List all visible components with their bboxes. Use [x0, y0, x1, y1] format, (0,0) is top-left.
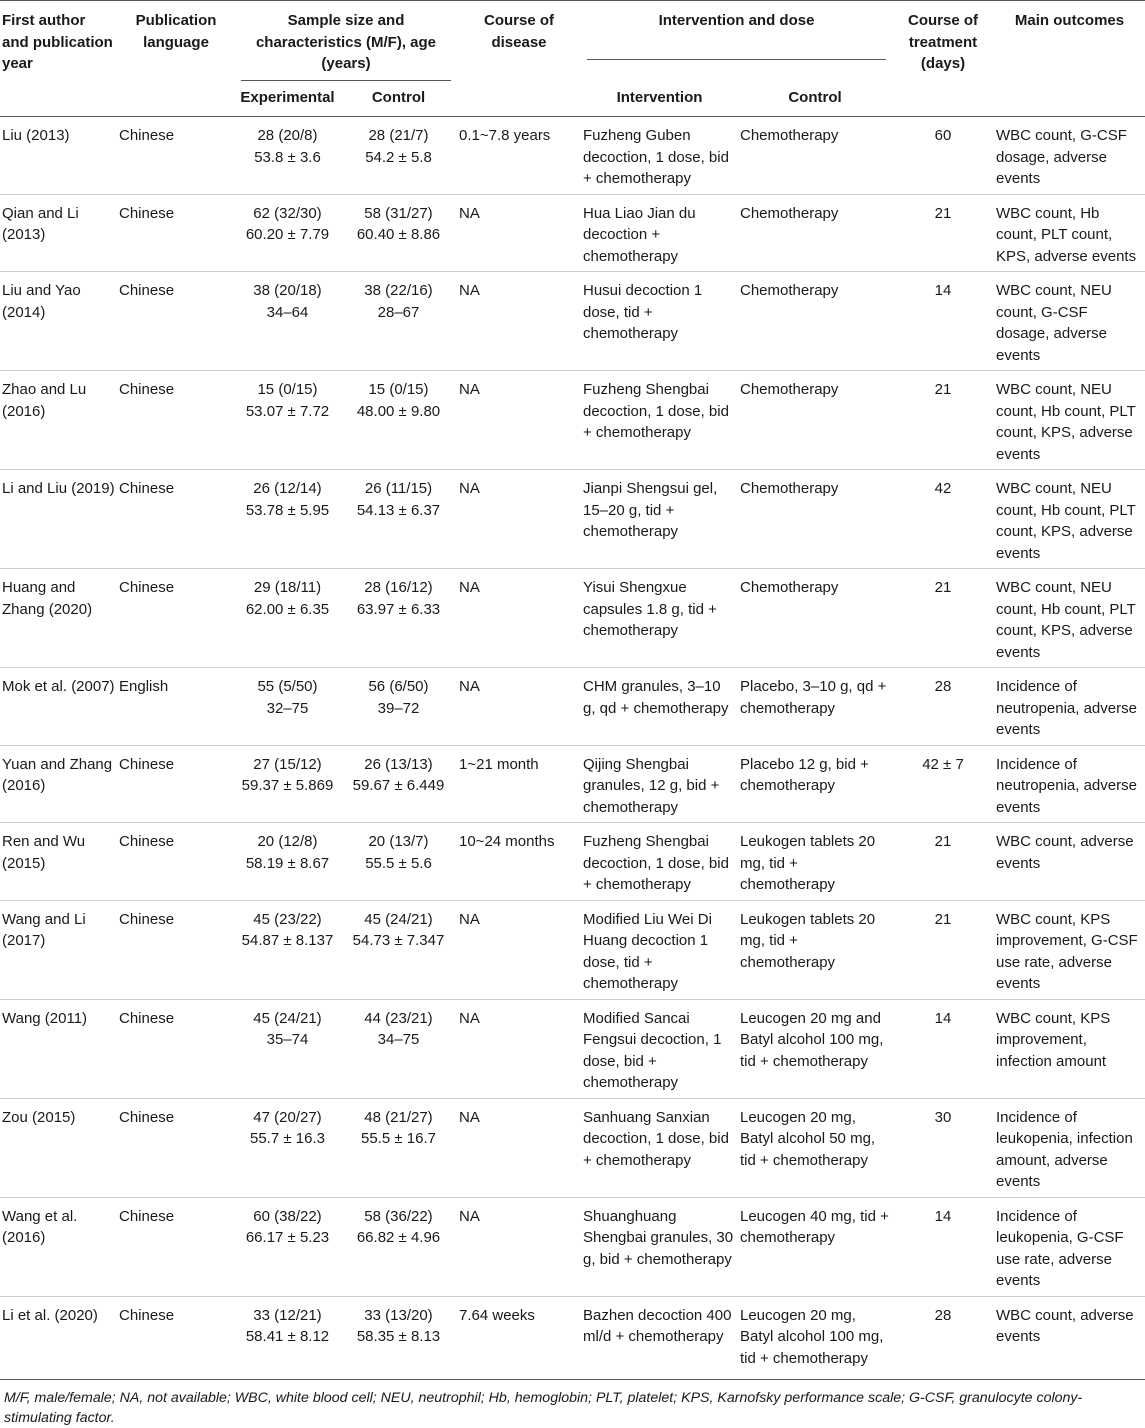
- cell-sample-experimental: [235, 371, 340, 470]
- cell-author: Liu and Yao (2014): [0, 272, 117, 371]
- table-row: [0, 569, 1145, 668]
- cell-language: Chinese: [117, 900, 235, 999]
- cell-control: Chemotherapy: [738, 272, 892, 371]
- table-row: [0, 823, 1145, 901]
- cell-sample-experimental: [235, 823, 340, 901]
- cell-sample-control-line: 26 (13/13): [364, 755, 433, 773]
- cell-sample-experimental-line: 58.41 ± 8.12: [245, 1328, 330, 1345]
- table-row: [0, 999, 1145, 1098]
- cell-intervention: CHM granules, 3–10 g, qd + chemotherapy: [581, 668, 738, 746]
- cell-sample-experimental: [235, 272, 340, 371]
- cell-sample-control: [340, 900, 457, 999]
- header-outcomes: Main outcomes: [1014, 12, 1125, 29]
- cell-intervention: Qijing Shengbai granules, 12 g, bid + chemotherapy: [581, 745, 738, 823]
- cell-sample-experimental: [235, 194, 340, 272]
- cell-sample-experimental: [235, 1296, 340, 1379]
- cell-sample-experimental: [235, 117, 340, 195]
- cell-sample-experimental-line: 60 (38/22): [253, 1207, 322, 1225]
- cell-course: NA: [457, 371, 581, 470]
- cell-sample-control: [340, 1296, 457, 1379]
- cell-sample-control-line: 20 (13/7): [368, 833, 429, 850]
- cell-sample-control-line: 56 (6/50): [368, 678, 429, 695]
- cell-author: Liu (2013): [2, 127, 70, 144]
- cell-sample-experimental-line: 34–64: [266, 303, 309, 321]
- cell-language: Chinese: [119, 127, 175, 144]
- cell-intervention: Hua Liao Jian du decoction + chemotherapy: [581, 194, 738, 272]
- cell-treatment: 21: [892, 900, 994, 999]
- cell-language: English: [117, 668, 235, 746]
- header-author: First author and publication year: [2, 12, 113, 72]
- cell-sample-control-line: 45 (24/21): [364, 910, 433, 928]
- cell-control: Leucogen 40 mg, tid + chemotherapy: [738, 1197, 892, 1296]
- cell-intervention: Modified Sancai Fengsui decoction, 1 dose, bid + chemotherapy: [581, 999, 738, 1098]
- cell-sample-experimental: [235, 999, 340, 1098]
- header-intervention: Intervention and dose: [581, 1, 892, 81]
- cell-treatment: 14: [892, 1197, 994, 1296]
- cell-intervention: Shuanghuang Shengbai granules, 30 g, bid + chemotherapy: [581, 1197, 738, 1296]
- cell-sample-experimental-line: 54.87 ± 8.137: [241, 932, 334, 949]
- header-sample: Sample size and characteristics (M/F), age (years): [235, 1, 457, 81]
- cell-sample-control: [340, 117, 457, 195]
- cell-sample-control: [340, 371, 457, 470]
- cell-sample-control: [340, 272, 457, 371]
- cell-sample-control-line: 39–72: [377, 699, 420, 717]
- cell-sample-control-line: 48 (21/27): [364, 1108, 433, 1126]
- cell-outcomes: WBC count, Hb count, PLT count, KPS, adverse events: [994, 194, 1145, 272]
- header-language: Publication language: [135, 12, 217, 51]
- header-sample-experimental: Experimental: [240, 88, 335, 106]
- cell-intervention: Yisui Shengxue capsules 1.8 g, tid + chemotherapy: [581, 569, 738, 668]
- cell-author: Qian and Li (2013): [0, 194, 117, 272]
- cell-control: Chemotherapy: [738, 470, 892, 569]
- cell-course: NA: [457, 194, 581, 272]
- cell-course: NA: [457, 900, 581, 999]
- cell-sample-control-line: 28–67: [377, 303, 420, 321]
- cell-outcomes: WBC count, KPS improvement, infection amount: [994, 999, 1145, 1098]
- cell-intervention: Fuzheng Shengbai decoction, 1 dose, bid + chemotherapy: [581, 823, 738, 901]
- cell-language: Chinese: [117, 272, 235, 371]
- table-footnote: M/F, male/female; NA, not available; WBC, white blood cell; NEU, neutrophil; Hb, hemoglobin; PLT, platelet; KPS, Karnofsky performance scale; G-CSF, granulocyte colony-stimulating factor.: [4, 1390, 1083, 1426]
- cell-course: 10~24 months: [457, 823, 581, 901]
- cell-sample-control-line: 54.73 ± 7.347: [352, 932, 445, 949]
- cell-sample-experimental-line: 27 (15/12): [253, 755, 322, 773]
- cell-sample-control-line: 28 (16/12): [364, 579, 433, 596]
- cell-sample-control-line: 60.40 ± 8.86: [356, 226, 441, 243]
- cell-intervention: Husui decoction 1 dose, tid + chemotherapy: [581, 272, 738, 371]
- cell-intervention: Fuzheng Shengbai decoction, 1 dose, bid + chemotherapy: [581, 371, 738, 470]
- cell-course: 7.64 weeks: [457, 1296, 581, 1379]
- cell-outcomes: Incidence of leukopenia, G-CSF use rate, adverse events: [994, 1197, 1145, 1296]
- cell-outcomes: WBC count, G-CSF dosage, adverse events: [996, 127, 1127, 187]
- cell-sample-control-line: 55.5 ± 16.7: [361, 1130, 436, 1147]
- cell-sample-control-line: 63.97 ± 6.33: [356, 600, 441, 618]
- cell-language: Chinese: [117, 569, 235, 668]
- cell-treatment: 60: [934, 127, 952, 144]
- cell-intervention: Modified Liu Wei Di Huang decoction 1 dose, tid + chemotherapy: [581, 900, 738, 999]
- cell-sample-control: [340, 194, 457, 272]
- cell-control: Leucogen 20 mg, Batyl alcohol 50 mg, tid + chemotherapy: [738, 1098, 892, 1197]
- cell-course: 0.1~7.8 years: [459, 127, 551, 144]
- cell-sample-control: [340, 1098, 457, 1197]
- cell-outcomes: WBC count, adverse events: [994, 1296, 1145, 1379]
- cell-sample-control-line: 58 (31/27): [364, 204, 433, 222]
- cell-sample-control-line: 34–75: [377, 1031, 420, 1048]
- cell-sample-control-line: 28 (21/7): [368, 127, 429, 144]
- table-row: [0, 371, 1145, 470]
- cell-sample-experimental: [235, 900, 340, 999]
- cell-sample-experimental-line: 45 (24/21): [253, 1009, 322, 1027]
- cell-author: Li and Liu (2019): [0, 470, 117, 569]
- cell-treatment: 21: [892, 823, 994, 901]
- cell-sample-control-line: 38 (22/16): [364, 282, 433, 299]
- cell-sample-experimental-line: 45 (23/22): [253, 910, 322, 928]
- cell-sample-control: [340, 569, 457, 668]
- cell-sample-experimental: [235, 668, 340, 746]
- cell-sample-experimental-line: 26 (12/14): [253, 480, 322, 497]
- cell-treatment: 21: [892, 371, 994, 470]
- cell-language: Chinese: [117, 999, 235, 1098]
- table-row: [0, 272, 1145, 371]
- cell-sample-control-line: 59.67 ± 6.449: [352, 777, 445, 794]
- cell-treatment: 14: [892, 272, 994, 371]
- cell-sample-experimental-line: 32–75: [266, 699, 309, 717]
- cell-language: Chinese: [117, 470, 235, 569]
- cell-sample-control-line: 58 (36/22): [364, 1207, 433, 1225]
- cell-sample-control-line: 54.13 ± 6.37: [356, 501, 441, 519]
- cell-outcomes: WBC count, NEU count, Hb count, PLT count, KPS, adverse events: [994, 569, 1145, 668]
- cell-sample-experimental-line: 55 (5/50): [257, 678, 318, 695]
- header-treatment: Course of treatment (days): [908, 12, 979, 72]
- cell-course: NA: [457, 569, 581, 668]
- cell-sample-control: [340, 470, 457, 569]
- cell-control: Chemotherapy: [738, 569, 892, 668]
- cell-outcomes: Incidence of neutropenia, adverse events: [994, 745, 1145, 823]
- cell-treatment: 30: [892, 1098, 994, 1197]
- cell-sample-experimental: [235, 1197, 340, 1296]
- cell-sample-control: [340, 1197, 457, 1296]
- cell-sample-experimental-line: 60.20 ± 7.79: [245, 226, 330, 243]
- cell-author: Mok et al. (2007): [0, 668, 117, 746]
- cell-intervention: Jianpi Shengsui gel, 15–20 g, tid + chemotherapy: [581, 470, 738, 569]
- cell-treatment: 14: [892, 999, 994, 1098]
- cell-sample-control: [340, 668, 457, 746]
- cell-author: Wang et al. (2016): [0, 1197, 117, 1296]
- cell-language: Chinese: [117, 1296, 235, 1379]
- cell-course: NA: [457, 272, 581, 371]
- cell-course: NA: [457, 668, 581, 746]
- table-row: [0, 117, 1145, 195]
- cell-author: Yuan and Zhang (2016): [0, 745, 117, 823]
- header-intervention-intervention: Intervention: [616, 88, 703, 106]
- cell-outcomes: Incidence of leukopenia, infection amount, adverse events: [994, 1098, 1145, 1197]
- header-course: Course of disease: [483, 12, 554, 51]
- cell-sample-experimental-line: 29 (18/11): [253, 579, 322, 596]
- cell-sample-experimental-line: 47 (20/27): [253, 1108, 322, 1126]
- cell-sample-experimental-line: 38 (20/18): [253, 282, 322, 299]
- cell-outcomes: WBC count, KPS improvement, G-CSF use rate, adverse events: [994, 900, 1145, 999]
- cell-course: 1~21 month: [457, 745, 581, 823]
- cell-control: Leukogen tablets 20 mg, tid + chemotherapy: [738, 823, 892, 901]
- cell-language: Chinese: [117, 194, 235, 272]
- cell-author: Zou (2015): [0, 1098, 117, 1197]
- cell-intervention: Sanhuang Sanxian decoction, 1 dose, bid + chemotherapy: [581, 1098, 738, 1197]
- table-row: [0, 1197, 1145, 1296]
- cell-control: Chemotherapy: [738, 194, 892, 272]
- cell-sample-experimental: [235, 745, 340, 823]
- cell-author: Wang (2011): [0, 999, 117, 1098]
- table-row: [0, 1296, 1145, 1379]
- table-row: [0, 900, 1145, 999]
- cell-control: Chemotherapy: [738, 371, 892, 470]
- cell-sample-control: [340, 745, 457, 823]
- cell-sample-experimental: [235, 470, 340, 569]
- cell-course: NA: [457, 1197, 581, 1296]
- cell-sample-experimental-line: 35–74: [266, 1031, 309, 1048]
- cell-author: Ren and Wu (2015): [0, 823, 117, 901]
- cell-sample-experimental-line: 59.37 ± 5.869: [241, 777, 334, 794]
- cell-sample-experimental-line: 55.7 ± 16.3: [250, 1130, 325, 1147]
- cell-control: Leucogen 20 mg, Batyl alcohol 100 mg, tid + chemotherapy: [738, 1296, 892, 1379]
- cell-sample-experimental-line: 33 (12/21): [253, 1306, 322, 1324]
- cell-sample-control-line: 66.82 ± 4.96: [356, 1229, 441, 1246]
- cell-intervention: Fuzheng Guben decoction, 1 dose, bid + chemotherapy: [583, 127, 729, 187]
- cell-course: NA: [457, 1098, 581, 1197]
- cell-sample-experimental-line: 20 (12/8): [257, 833, 318, 850]
- cell-intervention: Bazhen decoction 400 ml/d + chemotherapy: [581, 1296, 738, 1379]
- cell-control: Placebo, 3–10 g, qd + chemotherapy: [738, 668, 892, 746]
- header-sample-control: Control: [371, 88, 426, 106]
- cell-treatment: 42: [892, 470, 994, 569]
- cell-control: Placebo 12 g, bid + chemotherapy: [738, 745, 892, 823]
- cell-treatment: 42 ± 7: [892, 745, 994, 823]
- cell-sample-control-line: 44 (23/21): [364, 1009, 433, 1027]
- table-row: [0, 1098, 1145, 1197]
- cell-outcomes: WBC count, adverse events: [994, 823, 1145, 901]
- table-row: [0, 194, 1145, 272]
- cell-sample-experimental-line: 66.17 ± 5.23: [245, 1229, 330, 1246]
- table-row: [0, 668, 1145, 746]
- cell-sample-control-line: 33 (13/20): [364, 1306, 433, 1324]
- cell-sample-control: [340, 999, 457, 1098]
- cell-sample-experimental-line: 28 (20/8): [257, 127, 318, 144]
- cell-sample-experimental-line: 58.19 ± 8.67: [245, 854, 330, 872]
- cell-sample-experimental: [235, 1098, 340, 1197]
- table-row: [0, 745, 1145, 823]
- cell-control: Leucogen 20 mg and Batyl alcohol 100 mg, tid + chemotherapy: [738, 999, 892, 1098]
- cell-language: Chinese: [117, 823, 235, 901]
- cell-author: Zhao and Lu (2016): [0, 371, 117, 470]
- cell-author: Huang and Zhang (2020): [0, 569, 117, 668]
- cell-language: Chinese: [117, 371, 235, 470]
- cell-language: Chinese: [117, 1197, 235, 1296]
- cell-author: Wang and Li (2017): [0, 900, 117, 999]
- cell-treatment: 28: [892, 1296, 994, 1379]
- cell-sample-control-line: 58.35 ± 8.13: [356, 1328, 441, 1345]
- cell-sample-experimental-line: 15 (0/15): [257, 381, 318, 398]
- cell-outcomes: Incidence of neutropenia, adverse events: [994, 668, 1145, 746]
- cell-course: NA: [457, 470, 581, 569]
- cell-sample-experimental: [235, 569, 340, 668]
- cell-treatment: 28: [892, 668, 994, 746]
- cell-sample-control: [340, 823, 457, 901]
- table-body: [0, 117, 1145, 1380]
- cell-sample-control-line: 48.00 ± 9.80: [356, 402, 441, 420]
- cell-treatment: 21: [892, 569, 994, 668]
- cell-sample-control-line: 26 (11/15): [364, 480, 433, 497]
- cell-author: Li et al. (2020): [0, 1296, 117, 1379]
- cell-sample-control-line: 15 (0/15): [368, 381, 429, 398]
- cell-language: Chinese: [117, 1098, 235, 1197]
- cell-sample-experimental-line: 62 (32/30): [253, 204, 322, 222]
- cell-outcomes: WBC count, NEU count, Hb count, PLT count, KPS, adverse events: [994, 470, 1145, 569]
- cell-sample-control-line: 55.5 ± 5.6: [365, 854, 432, 872]
- cell-treatment: 21: [892, 194, 994, 272]
- cell-sample-experimental-line: 53.8 ± 3.6: [254, 148, 321, 166]
- cell-sample-experimental-line: 53.07 ± 7.72: [245, 402, 330, 420]
- cell-outcomes: WBC count, NEU count, G-CSF dosage, adverse events: [994, 272, 1145, 371]
- cell-control: Chemotherapy: [740, 127, 839, 144]
- cell-sample-experimental-line: 62.00 ± 6.35: [245, 600, 330, 618]
- cell-language: Chinese: [117, 745, 235, 823]
- cell-outcomes: WBC count, NEU count, Hb count, PLT count, KPS, adverse events: [994, 371, 1145, 470]
- table-row: [0, 470, 1145, 569]
- cell-course: NA: [457, 999, 581, 1098]
- header-intervention-control: Control: [788, 88, 842, 106]
- cell-control: Leukogen tablets 20 mg, tid + chemotherapy: [738, 900, 892, 999]
- cell-sample-control-line: 54.2 ± 5.8: [365, 148, 432, 166]
- cell-sample-experimental-line: 53.78 ± 5.95: [245, 501, 330, 519]
